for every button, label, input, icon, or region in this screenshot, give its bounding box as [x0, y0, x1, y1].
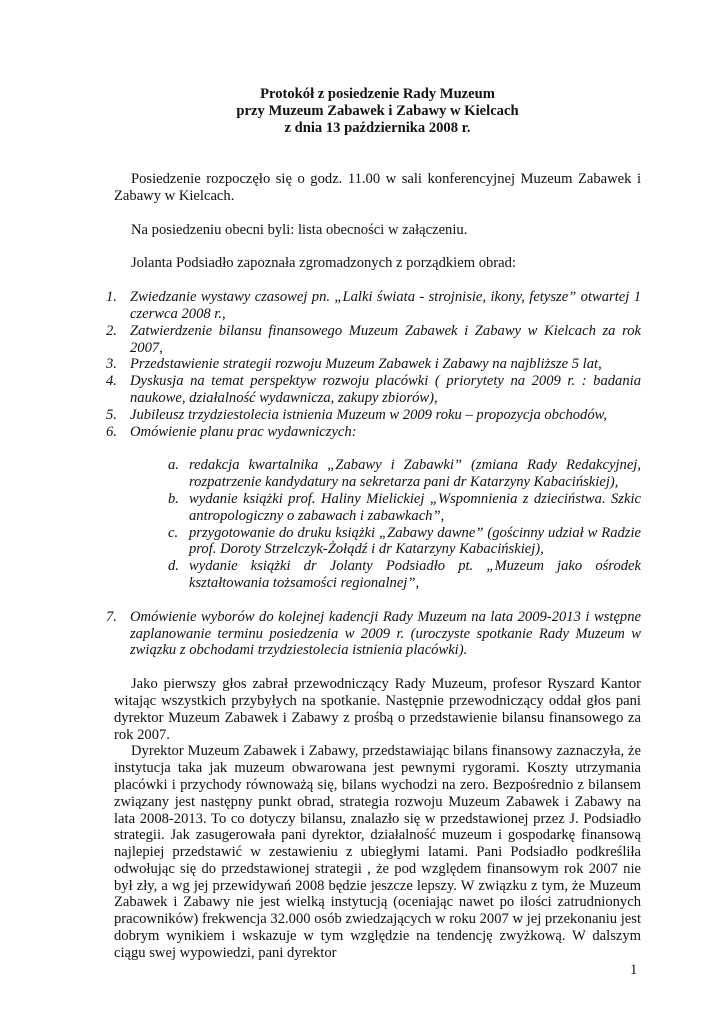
- sub-item-text: przygotowanie do druku książki „Zabawy dawne” (gościnny udział w Radzie prof. Doroty Strzelczyk-Żołądź i dr Katarzyny Kabacińskiej),: [189, 524, 641, 558]
- sub-item-letter: a.: [168, 457, 179, 474]
- page-number: 1: [630, 962, 638, 978]
- agenda-item: [106, 322, 641, 357]
- intro-paragraph-2: Na posiedzeniu obecni byli: lista obecności w załączeniu.: [131, 221, 468, 238]
- agenda-item-text: Dyskusja na temat perspektyw rozwoju placówki ( priorytety na 2009 r. : badania naukowe, działalność wydawnicza, zakupy zbiorów),: [130, 373, 641, 406]
- agenda-list: [106, 289, 641, 659]
- intro-paragraph-1: Posiedzenie rozpoczęło się o godz. 11.00 w sali konferencyjnej Muzeum Zabawek i Zabawy w Kielcach.: [114, 171, 641, 204]
- sub-item: [130, 457, 641, 491]
- sub-item: [130, 558, 641, 592]
- sub-item-text: redakcja kwartalnika „Zabawy i Zabawki” (zmiana Rady Redakcyjnej, rozpatrzenie kandydatury na sekretarza pani dr Katarzyny Kabacińskiej),: [189, 457, 641, 491]
- title-line-1: Protokół z posiedzenie Rady Muzeum: [260, 86, 495, 102]
- agenda-item-number: 6.: [106, 423, 117, 440]
- agenda-item: [106, 373, 641, 407]
- document-title: [114, 86, 641, 137]
- sub-item-letter: d.: [168, 558, 179, 575]
- body-paragraph-1: Jako pierwszy głos zabrał przewodniczący Rady Muzeum, profesor Ryszard Kantor witając wszystkich przybyłych na spotkanie. Następnie przewodniczący oddał głos pani dyrektor Muzeum Zabawek i Zabawy z prośbą o przedstawienie bilansu finansowego za rok 2007.: [114, 676, 641, 743]
- agenda-item-number: 5.: [106, 406, 117, 423]
- sub-item-letter: b.: [168, 490, 179, 507]
- agenda-item: [106, 423, 641, 592]
- agenda-item-number: 2.: [106, 322, 117, 339]
- agenda-item: [106, 406, 641, 424]
- intro-paragraph-3: Jolanta Podsiadło zapoznała zgromadzonych z porządkiem obrad:: [131, 255, 516, 272]
- agenda-item-text: Omówienie wyborów do kolejnej kadencji Rady Muzeum na lata 2009-2013 i wstępne zaplanowanie terminu posiedzenia w 2009 r. (uroczyste spotkanie Rady Muzeum w związku z obchodami trzydziestolecia istnienia placówki).: [130, 608, 641, 659]
- agenda-item: [106, 356, 641, 373]
- sub-item: [130, 525, 641, 559]
- agenda-item-text: Zatwierdzenie bilansu finansowego Muzeum Zabawek i Zabawy w Kielcach za rok 2007,: [130, 322, 641, 356]
- agenda-item-number: 7.: [106, 608, 117, 625]
- body-paragraph-2: Dyrektor Muzeum Zabawek i Zabawy, przedstawiając bilans finansowy zaznaczyła, że instytucja taka jak muzeum obwarowana jest pewnymi rygorami. Koszty utrzymania placówki i przychody równoważą się, bilans wychodzi na zero. Bezpośrednio z bilansem związany jest następny punkt obrad, strategia rozwoju Muzeum Zabawek i Zabawy na lata 2008-2013. To co dotyczy bilansu, znalazło się w przedstawionej przez J. Podsiadło strategii. Jak zasugerowała pani dyrektor, działalność muzeum i gospodarkę finansową najlepiej przedstawić w zestawieniu z ubiegłymi latami. Pani Podsiadło podkreśliła odwołując się do przedstawionej strategii , że pod względem finansowym rok 2007 nie był zły, a wg jej przewidywań 2008 będzie jeszcze lepszy. W związku z tym, że Muzeum Zabawek i Zabawy nie jest wielką instytucją (oceniając nawet po ilości zatrudnionych pracowników) frekwencja 32.000 osób zwiedzających w roku 2007 w jej przekonaniu jest dobrym wynikiem i wskazuje w tym względzie na tendencję zwyżkową. W dalszym ciągu swej wypowiedzi, pani dyrektor: [114, 743, 641, 961]
- agenda-item: [106, 289, 641, 323]
- agenda-item-text: Przedstawienie strategii rozwoju Muzeum Zabawek i Zabawy na najbliższe 5 lat,: [130, 356, 602, 373]
- sub-item: [130, 491, 641, 525]
- agenda-item-number: 4.: [106, 373, 117, 390]
- agenda-item-number: 1.: [106, 289, 117, 306]
- agenda-item-text: Omówienie planu prac wydawniczych:: [130, 423, 357, 440]
- title-line-3: z dnia 13 października 2008 r.: [284, 120, 471, 136]
- agenda-item-text: Jubileusz trzydziestolecia istnienia Muzeum w 2009 roku – propozycja obchodów,: [130, 406, 607, 423]
- sub-item-text: wydanie książki prof. Haliny Mielickiej „Wspomnienia z dzieciństwa. Szkic antropologiczny o zabawach i zabawkach”,: [189, 490, 641, 524]
- document-page: [106, 86, 641, 962]
- title-line-2: przy Muzeum Zabawek i Zabawy w Kielcach: [236, 103, 519, 119]
- agenda-item-number: 3.: [106, 356, 117, 373]
- sub-item-letter: c.: [168, 524, 179, 541]
- agenda-item: [106, 608, 641, 659]
- agenda-item-text: Zwiedzanie wystawy czasowej pn. „Lalki świata - strojnisie, ikony, fetysze” otwartej 1 czerwca 2008 r.,: [130, 289, 641, 322]
- sub-item-text: wydanie książki dr Jolanty Podsiadło pt. „Muzeum jako ośrodek kształtowania tożsamości regionalnej”,: [189, 558, 641, 591]
- publishing-sublist: [130, 457, 641, 591]
